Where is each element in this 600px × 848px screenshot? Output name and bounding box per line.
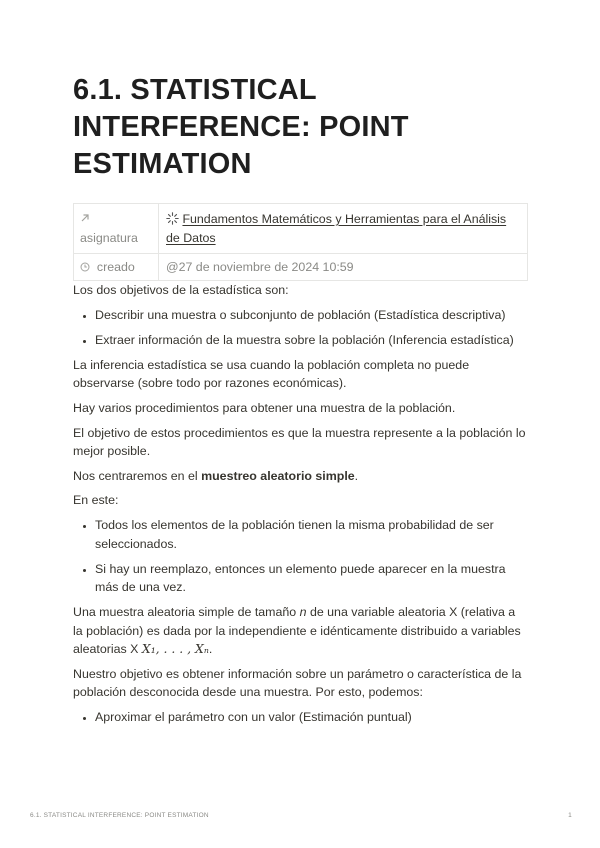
text: . [208,642,213,657]
page-title: 6.1. STATISTICAL INTERFERENCE: POINT ESTIMATION [73,74,409,180]
bullet-list [73,708,528,727]
paragraph: Los dos objetivos de la estadística son: [73,283,289,297]
paragraph: La inferencia estadística se usa cuando la población completa no puede observarse (sobre todo por razones económicas). [73,357,470,391]
page-number: 1 [568,812,572,819]
text: Nos centraremos en el [73,468,202,483]
arrow-up-right-icon [80,211,90,229]
property-row-created [74,254,528,281]
footer-title: 6.1. STATISTICAL INTERFERENCE: POINT ESTIMATION [30,812,209,819]
paragraph [73,603,528,659]
text: Una muestra aleatoria simple de tamaño [73,605,300,620]
list-item: • Si hay un reemplazo, entonces un elemento puede aparecer en la muestra más de una vez. [95,560,528,597]
paragraph: El objetivo de estos procedimientos es que la muestra represente a la población lo mejor posible. [73,425,526,459]
created-date: @27 de noviembre de 2024 10:59 [166,260,354,274]
bold-text: muestreo aleatorio simple [201,468,355,483]
bullet-list [73,516,528,597]
paragraph: Nuestro objetivo es obtener información sobre un parámetro o característica de la población desconocida desde una muestra. Por esto, podemos: [73,666,522,700]
page-content [73,281,528,733]
properties-table [73,203,528,281]
clock-icon [80,259,90,277]
math-expression: X₁, . . . , Xₙ [141,641,209,657]
property-key-created [74,254,159,281]
property-key-subject [74,204,159,254]
italic-text: n [299,605,307,620]
paragraph: Hay varios procedimientos para obtener una muestra de la población. [73,400,456,415]
property-value-created [159,254,528,281]
paragraph: En este: [73,493,119,508]
paragraph [73,467,528,486]
property-value-subject [159,204,528,254]
list-item: • Todos los elementos de la población tienen la misma probabilidad de ser seleccionados. [95,516,528,553]
page-footer [30,812,572,819]
property-label-created: creado [96,260,135,274]
list-item: • Describir una muestra o subconjunto de población (Estadística descriptiva) [95,306,528,325]
list-item: • Aproximar el parámetro con un valor (Estimación puntual) [95,708,528,727]
list-item: • Extraer información de la muestra sobre la población (Inferencia estadística) [95,331,528,350]
text: . [354,468,359,483]
subject-link[interactable]: Fundamentos Matemáticos y Herramientas para el Análisis de Datos [166,212,507,245]
sparkle-icon [166,211,179,229]
property-row-subject [74,204,528,254]
property-label-subject: asignatura [80,231,138,245]
text: de una variable aleatoria X (relativa a la población) es dada por la independiente e idénticamente distribuido a variables aleatorias X [73,605,521,657]
bullet-list [73,306,528,350]
